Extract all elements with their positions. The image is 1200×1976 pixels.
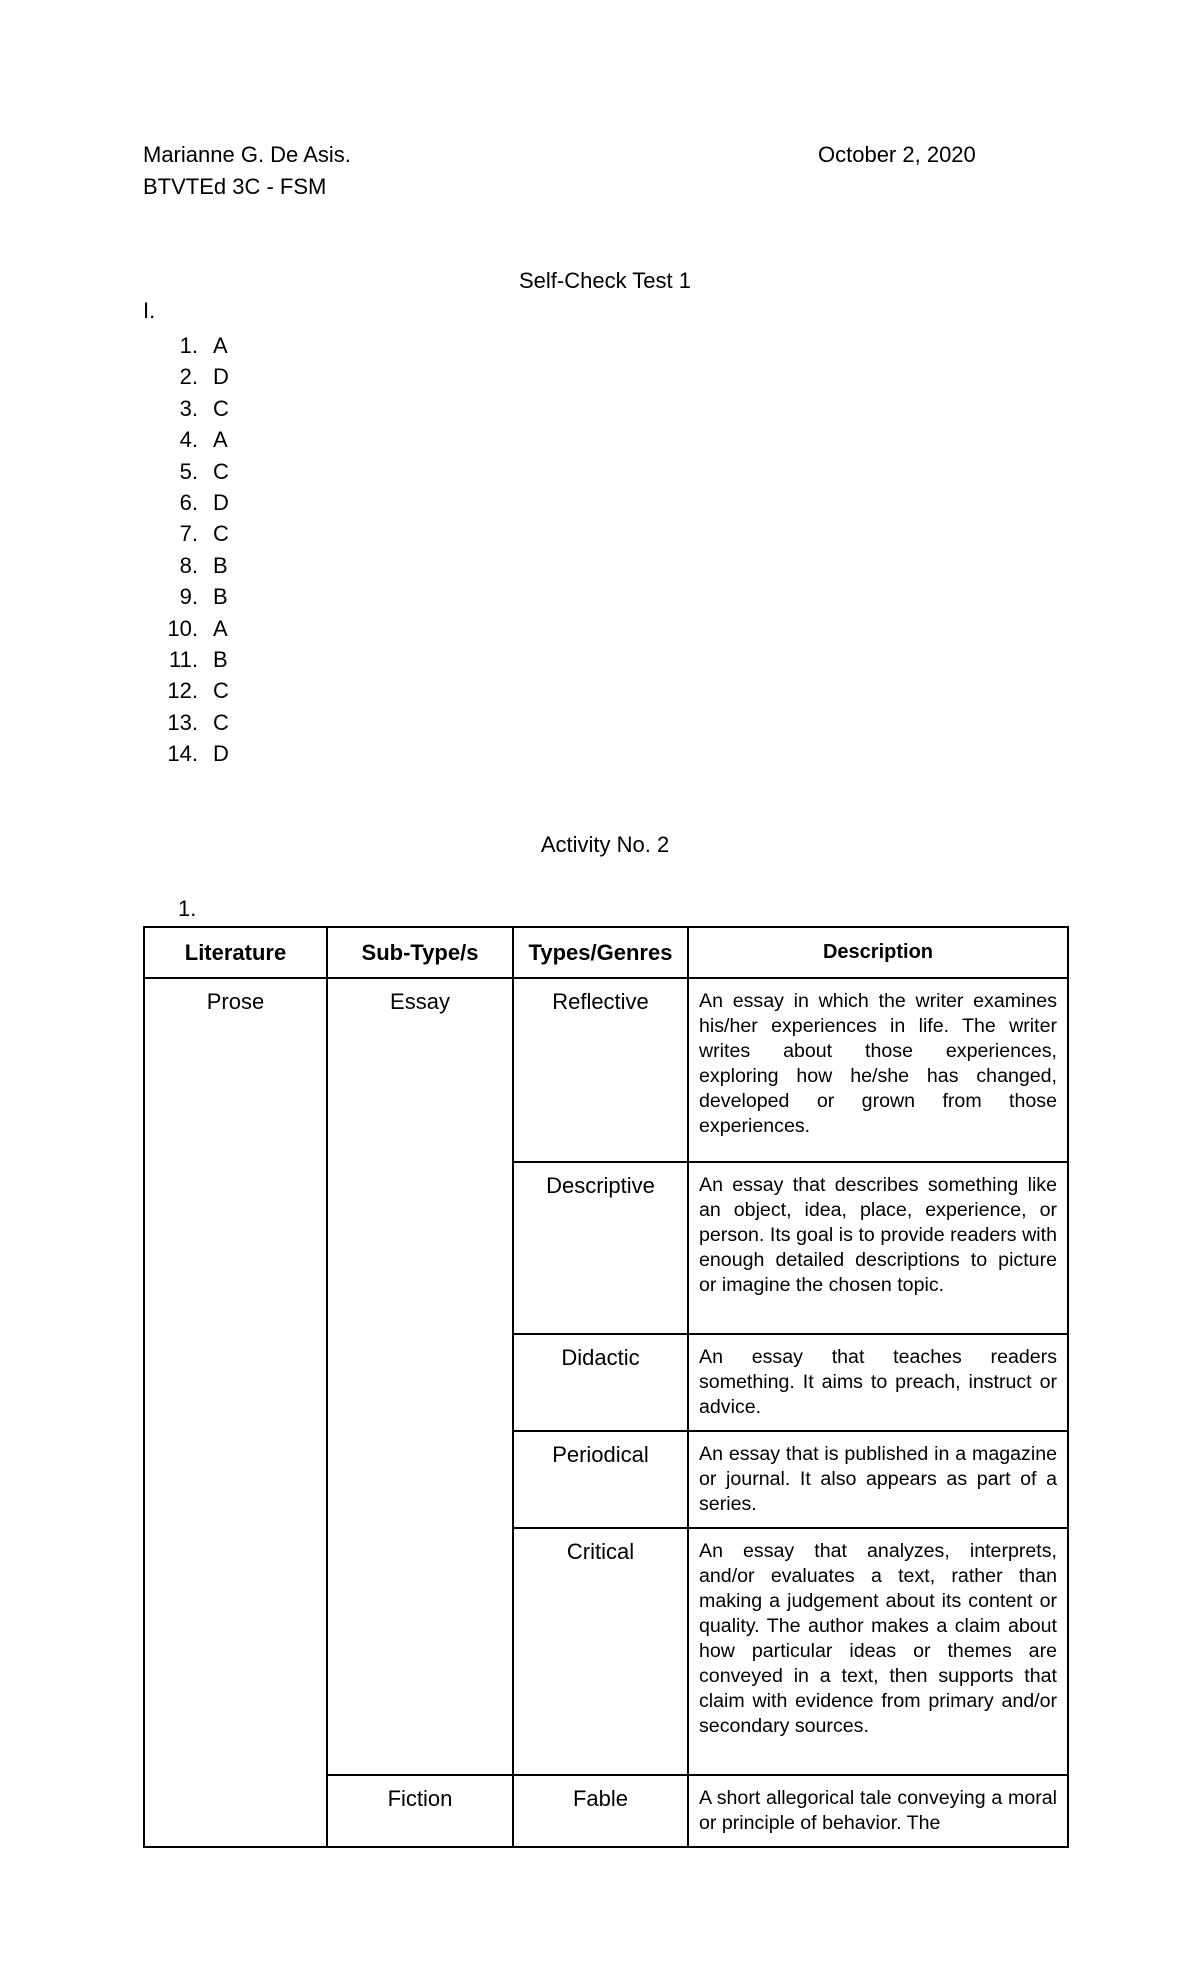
answer-value: D bbox=[213, 489, 229, 515]
answer-value: C bbox=[213, 678, 229, 704]
activity-title: Activity No. 2 bbox=[540, 832, 670, 857]
self-check-title: Self-Check Test 1 bbox=[518, 268, 691, 293]
answer-value: C bbox=[213, 709, 229, 735]
course-section: BTVTEd 3C - FSM bbox=[143, 174, 327, 199]
description-cell: An essay that is published in a magazine or journal. It also appears as part of a series. bbox=[688, 1431, 1068, 1528]
answer-number: 6. bbox=[179, 489, 198, 515]
answer-number: 4. bbox=[179, 427, 198, 453]
type-cell: Fable bbox=[513, 1775, 688, 1847]
answer-value: A bbox=[213, 427, 228, 453]
answer-number: 3. bbox=[179, 395, 198, 421]
answer-number: 2. bbox=[179, 364, 198, 390]
description-cell: An essay that teaches readers something. It aims to preach, instruct or advice. bbox=[688, 1334, 1068, 1431]
answer-number: 7. bbox=[179, 521, 198, 547]
answer-value: D bbox=[213, 364, 229, 390]
answer-value: B bbox=[213, 646, 228, 672]
header-subtype: Sub-Type/s bbox=[327, 927, 513, 978]
header-literature: Literature bbox=[144, 927, 327, 978]
type-cell: Periodical bbox=[513, 1431, 688, 1528]
subtype-cell-essay: Essay bbox=[327, 978, 513, 1775]
type-cell: Descriptive bbox=[513, 1162, 688, 1334]
description-cell: An essay that analyzes, interprets, and/or evaluates a text, rather than making a judgement about its content or quality. The author makes a claim about how particular ideas or themes are conveyed in a text, then supports that claim with evidence from primary and/or secondary sources. bbox=[688, 1528, 1068, 1775]
answer-number: 10. bbox=[167, 615, 198, 641]
literature-table bbox=[143, 926, 1069, 1848]
answer-number: 9. bbox=[179, 584, 198, 610]
table-row bbox=[144, 978, 1068, 1162]
author-name: Marianne G. De Asis. bbox=[143, 142, 351, 167]
header-types: Types/Genres bbox=[513, 927, 688, 978]
type-cell: Didactic bbox=[513, 1334, 688, 1431]
answer-number: 14. bbox=[167, 741, 198, 767]
answer-number: 1. bbox=[179, 333, 198, 358]
answer-number: 11. bbox=[169, 646, 198, 672]
document-date: October 2, 2020 bbox=[818, 142, 976, 167]
answer-number: 13. bbox=[167, 709, 198, 735]
answer-value: D bbox=[213, 741, 229, 767]
answer-value: C bbox=[213, 521, 229, 547]
answer-number: 8. bbox=[179, 552, 198, 578]
answer-value: C bbox=[213, 458, 229, 484]
table-header-row bbox=[144, 927, 1068, 978]
answer-number: 5. bbox=[179, 458, 198, 484]
subtype-cell-fiction: Fiction bbox=[327, 1775, 513, 1847]
answer-number: 12. bbox=[167, 678, 198, 704]
literature-cell: Prose bbox=[144, 978, 327, 1847]
answer-value: A bbox=[213, 333, 228, 358]
answer-value: C bbox=[213, 395, 229, 421]
description-cell: An essay in which the writer examines his/her experiences in life. The writer writes about those experiences, exploring how he/she has changed, developed or grown from those experiences. bbox=[688, 978, 1068, 1162]
description-cell: An essay that describes something like an object, idea, place, experience, or person. Its goal is to provide readers with enough detailed descriptions to picture or imagine the chosen topic. bbox=[688, 1162, 1068, 1334]
answer-value: B bbox=[213, 584, 228, 610]
type-cell: Critical bbox=[513, 1528, 688, 1775]
item-number: 1. bbox=[178, 896, 197, 921]
answer-value: B bbox=[213, 552, 228, 578]
answer-value: A bbox=[213, 615, 228, 641]
part-label: I. bbox=[143, 298, 156, 323]
header-description: Description bbox=[688, 927, 1068, 978]
description-cell: A short allegorical tale conveying a moral or principle of behavior. The bbox=[688, 1775, 1068, 1847]
type-cell: Reflective bbox=[513, 978, 688, 1162]
